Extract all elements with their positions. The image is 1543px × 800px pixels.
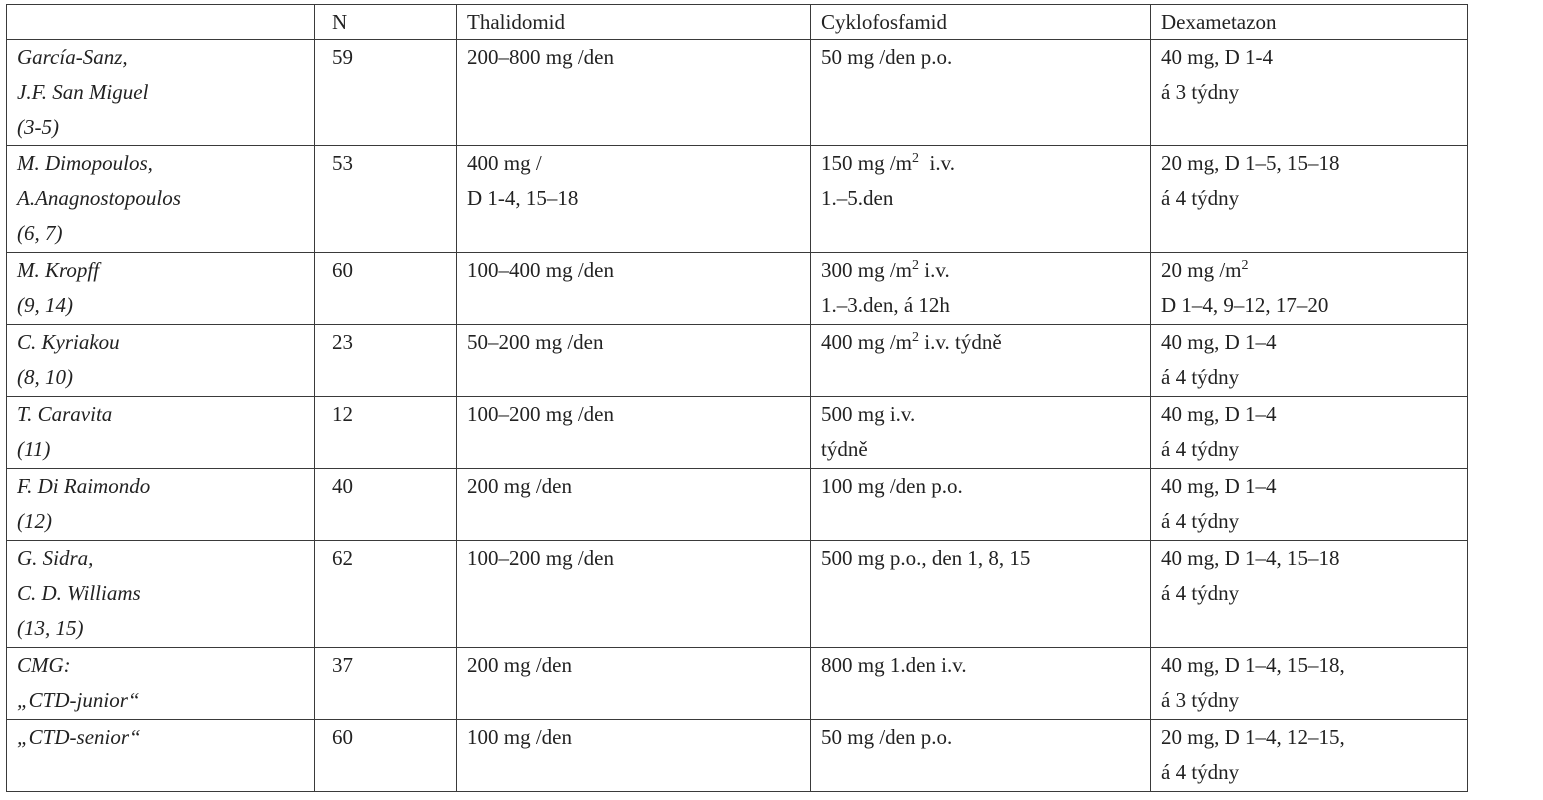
cyklofosfamid-text: 800 mg 1.den i.v. <box>821 653 967 677</box>
cell-cyklofosfamid <box>811 40 1151 146</box>
author-line: M. Kropff <box>17 258 100 282</box>
header-row <box>7 5 1468 40</box>
cyklofosfamid-text: 500 mg p.o., den 1, 8, 15 <box>821 546 1031 570</box>
cell-dexametazon <box>1151 469 1468 541</box>
author-line: (3-5) <box>17 115 59 139</box>
dexametazon-text: á 4 týdny <box>1161 437 1240 461</box>
cell-thalidomid <box>457 397 811 469</box>
cyklofosfamid-text: 500 mg i.v. <box>821 402 916 426</box>
cell-n: 62 <box>315 541 457 648</box>
dexametazon-line <box>1161 146 1467 181</box>
cyklofosfamid-suffix: i.v. <box>919 258 950 282</box>
author-line: G. Sidra, <box>17 546 94 570</box>
dexametazon-line <box>1161 40 1467 75</box>
cell-thalidomid <box>457 253 811 325</box>
cell-n: 60 <box>315 720 457 792</box>
thalidomid-line: 100–400 mg /den <box>467 258 614 282</box>
dexametazon-text: á 3 týdny <box>1161 80 1240 104</box>
thalidomid-line: 200 mg /den <box>467 474 572 498</box>
cell-thalidomid <box>457 146 811 253</box>
cell-n: 40 <box>315 469 457 541</box>
cell-thalidomid <box>457 720 811 792</box>
cell-cyklofosfamid <box>811 325 1151 397</box>
dexametazon-line <box>1161 181 1467 216</box>
thalidomid-line: D 1-4, 15–18 <box>467 186 579 210</box>
cyklofosfamid-suffix: i.v. týdně <box>919 330 1002 354</box>
cell-author <box>7 40 315 146</box>
cyklofosfamid-text: týdně <box>821 437 868 461</box>
header-cell-author <box>7 5 315 40</box>
author-line: „CTD-senior“ <box>17 725 141 749</box>
dexametazon-line <box>1161 253 1467 288</box>
cell-n: 60 <box>315 253 457 325</box>
dexametazon-line <box>1161 755 1467 790</box>
cell-thalidomid <box>457 648 811 720</box>
cell-author <box>7 325 315 397</box>
thalidomid-line: 200 mg /den <box>467 653 572 677</box>
thalidomid-line: 50–200 mg /den <box>467 330 604 354</box>
author-line: C. D. Williams <box>17 581 141 605</box>
dexametazon-text: 40 mg, D 1–4, 15–18 <box>1161 546 1340 570</box>
dexametazon-text: 40 mg, D 1-4 <box>1161 45 1273 69</box>
cell-dexametazon <box>1151 541 1468 648</box>
table-row <box>7 40 1468 146</box>
table-row <box>7 469 1468 541</box>
dexametazon-text: 20 mg, D 1–5, 15–18 <box>1161 151 1340 175</box>
author-line: (9, 14) <box>17 293 73 317</box>
dexametazon-line <box>1161 469 1467 504</box>
cell-dexametazon <box>1151 648 1468 720</box>
cell-cyklofosfamid <box>811 397 1151 469</box>
cell-dexametazon <box>1151 40 1468 146</box>
table-row <box>7 146 1468 253</box>
cell-author <box>7 720 315 792</box>
cyklofosfamid-line <box>821 541 1150 576</box>
author-line: (11) <box>17 437 51 461</box>
cell-n: 12 <box>315 397 457 469</box>
cell-dexametazon <box>1151 146 1468 253</box>
table-row <box>7 325 1468 397</box>
cyklofosfamid-line <box>821 181 1150 216</box>
dexametazon-text: á 4 týdny <box>1161 365 1240 389</box>
cell-n: 37 <box>315 648 457 720</box>
author-line: (6, 7) <box>17 221 63 245</box>
dexametazon-text: 40 mg, D 1–4 <box>1161 402 1277 426</box>
thalidomid-line: 100–200 mg /den <box>467 546 614 570</box>
author-line: García-Sanz, <box>17 45 128 69</box>
cell-cyklofosfamid <box>811 469 1151 541</box>
superscript: 2 <box>912 330 920 345</box>
cyklofosfamid-line <box>821 253 1150 288</box>
dexametazon-line <box>1161 576 1467 611</box>
header-cell-n: N <box>315 5 457 40</box>
dexametazon-text: 40 mg, D 1–4 <box>1161 330 1277 354</box>
table-body <box>7 40 1468 792</box>
cell-cyklofosfamid <box>811 253 1151 325</box>
author-line: T. Caravita <box>17 402 113 426</box>
dexametazon-line <box>1161 288 1467 323</box>
cell-author <box>7 397 315 469</box>
dexametazon-text: 40 mg, D 1–4, 15–18, <box>1161 653 1345 677</box>
cell-thalidomid <box>457 40 811 146</box>
cyklofosfamid-line <box>821 397 1150 432</box>
cell-n: 53 <box>315 146 457 253</box>
cell-dexametazon <box>1151 397 1468 469</box>
cyklofosfamid-text: 50 mg /den p.o. <box>821 45 953 69</box>
dexametazon-line <box>1161 325 1467 360</box>
header-cell-cyklofosfamid: Cyklofosfamid <box>811 5 1151 40</box>
dexametazon-line <box>1161 504 1467 539</box>
dexametazon-text: á 4 týdny <box>1161 581 1240 605</box>
dexametazon-line <box>1161 397 1467 432</box>
superscript: 2 <box>912 258 920 273</box>
cyklofosfamid-text: 50 mg /den p.o. <box>821 725 953 749</box>
author-line: „CTD-junior“ <box>17 688 140 712</box>
dexametazon-line <box>1161 541 1467 576</box>
dexametazon-text: 20 mg /m <box>1161 258 1242 282</box>
cyklofosfamid-text: 150 mg /m <box>821 151 913 175</box>
author-line: (13, 15) <box>17 616 84 640</box>
cell-cyklofosfamid <box>811 720 1151 792</box>
thalidomid-line: 200–800 mg /den <box>467 45 614 69</box>
table-row <box>7 397 1468 469</box>
thalidomid-line: 100 mg /den <box>467 725 572 749</box>
dexametazon-text: 40 mg, D 1–4 <box>1161 474 1277 498</box>
author-line: (8, 10) <box>17 365 73 389</box>
cyklofosfamid-text: 100 mg /den p.o. <box>821 474 963 498</box>
cell-cyklofosfamid <box>811 541 1151 648</box>
dexametazon-line <box>1161 432 1467 467</box>
superscript: 2 <box>1241 258 1249 273</box>
cell-author <box>7 648 315 720</box>
author-line: C. Kyriakou <box>17 330 120 354</box>
cyklofosfamid-line <box>821 432 1150 467</box>
dexametazon-text: á 4 týdny <box>1161 186 1240 210</box>
header-cell-thalidomid: Thalidomid <box>457 5 811 40</box>
cell-author <box>7 253 315 325</box>
cyklofosfamid-line <box>821 325 1150 360</box>
cell-thalidomid <box>457 541 811 648</box>
thalidomid-line: 100–200 mg /den <box>467 402 614 426</box>
table-row <box>7 541 1468 648</box>
dexametazon-line <box>1161 360 1467 395</box>
author-line: F. Di Raimondo <box>17 474 151 498</box>
dexametazon-text: D 1–4, 9–12, 17–20 <box>1161 293 1329 317</box>
cell-thalidomid <box>457 469 811 541</box>
author-line: CMG: <box>17 653 71 677</box>
cell-cyklofosfamid <box>811 648 1151 720</box>
table-row <box>7 648 1468 720</box>
cell-cyklofosfamid <box>811 146 1151 253</box>
cyklofosfamid-text: 400 mg /m <box>821 330 913 354</box>
cell-thalidomid <box>457 325 811 397</box>
cell-author <box>7 541 315 648</box>
table-row <box>7 253 1468 325</box>
cyklofosfamid-text: 300 mg /m <box>821 258 913 282</box>
dexametazon-text: 20 mg, D 1–4, 12–15, <box>1161 725 1345 749</box>
thalidomid-line: 400 mg / <box>467 151 542 175</box>
cell-n: 59 <box>315 40 457 146</box>
regimen-table <box>6 4 1468 792</box>
dexametazon-line <box>1161 648 1467 683</box>
cyklofosfamid-line <box>821 720 1150 755</box>
superscript: 2 <box>912 151 920 166</box>
cell-dexametazon <box>1151 253 1468 325</box>
dexametazon-line <box>1161 720 1467 755</box>
table-row <box>7 720 1468 792</box>
author-line: A.Anagnostopoulos <box>17 186 181 210</box>
cyklofosfamid-text: 1.–5.den <box>821 186 894 210</box>
cell-author <box>7 146 315 253</box>
dexametazon-line <box>1161 683 1467 718</box>
author-line: (12) <box>17 509 52 533</box>
cell-n: 23 <box>315 325 457 397</box>
cyklofosfamid-line <box>821 288 1150 323</box>
dexametazon-line <box>1161 75 1467 110</box>
cyklofosfamid-line <box>821 648 1150 683</box>
dexametazon-text: á 3 týdny <box>1161 688 1240 712</box>
author-line: J.F. San Miguel <box>17 80 149 104</box>
cell-author <box>7 469 315 541</box>
header-cell-dexametazon: Dexametazon <box>1151 5 1468 40</box>
cyklofosfamid-line <box>821 469 1150 504</box>
author-line: M. Dimopoulos, <box>17 151 153 175</box>
cyklofosfamid-line <box>821 146 1150 181</box>
cyklofosfamid-line <box>821 40 1150 75</box>
dexametazon-text: á 4 týdny <box>1161 760 1240 784</box>
cyklofosfamid-suffix: i.v. <box>919 151 955 175</box>
cell-dexametazon <box>1151 720 1468 792</box>
cell-dexametazon <box>1151 325 1468 397</box>
dexametazon-text: á 4 týdny <box>1161 509 1240 533</box>
cyklofosfamid-text: 1.–3.den, á 12h <box>821 293 950 317</box>
